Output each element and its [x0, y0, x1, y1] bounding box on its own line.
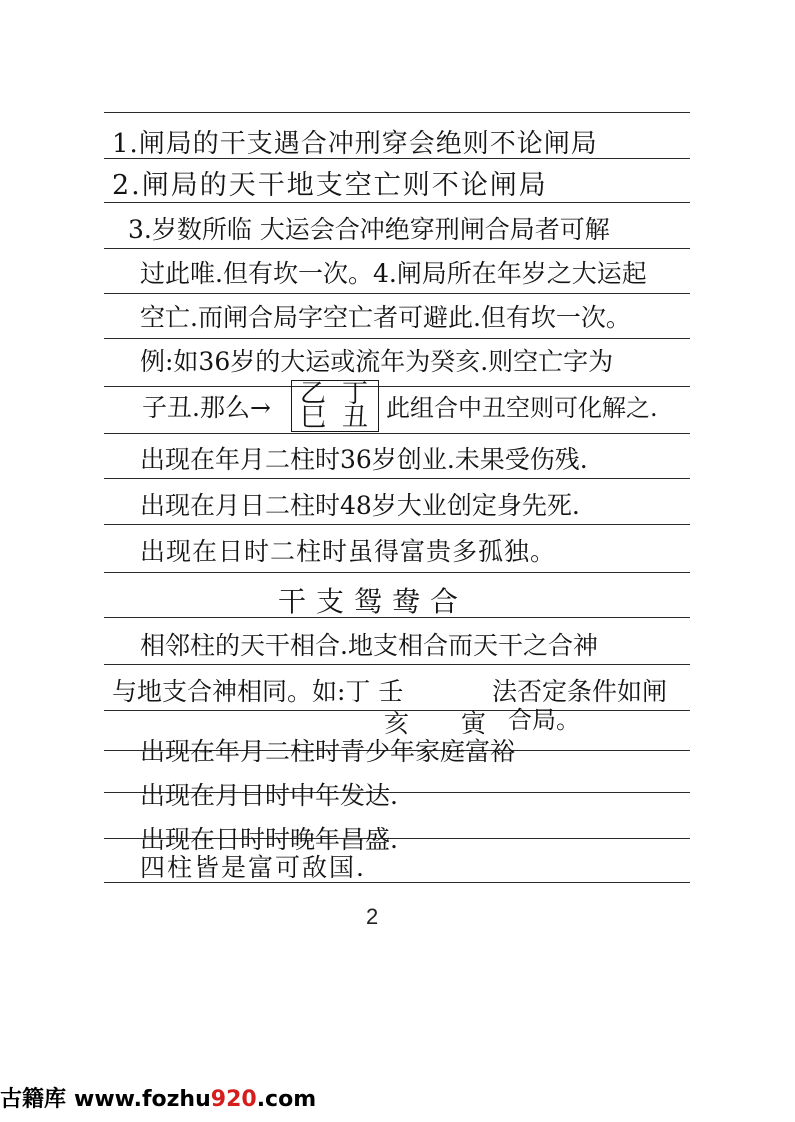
ruled-line [104, 202, 690, 203]
ruled-line [104, 386, 690, 387]
text-line-7: 子丑.那么→ [142, 393, 271, 422]
text-line-16: 亥 寅 [384, 709, 508, 738]
text-line-19: 出现在月日时中年发达. [140, 781, 398, 810]
site-url [74, 1087, 316, 1112]
text-line-8: 此组合中丑空则可化解之. [386, 394, 658, 422]
text-line-5: 空亡.而闸合局字空亡者可避此.但有坎一次。 [140, 303, 631, 332]
site-url-accent: 920 [210, 1087, 257, 1112]
section-heading: 干支鸳鸯合 [278, 585, 469, 618]
text-line-21: 四柱皆是富可敌国. [140, 853, 366, 882]
text-line-2: 2.闸局的天干地支空亡则不论闸局 [112, 170, 548, 201]
ruled-line [104, 524, 690, 525]
site-url-suffix: .com [256, 1087, 317, 1112]
page-number: 2 [366, 904, 379, 929]
text-line-14: 与地支合神相同。如:丁 壬 [112, 677, 404, 706]
ruled-line [104, 338, 690, 339]
watermark-footer [0, 1082, 316, 1113]
text-line-11: 出现在日时二柱时虽得富贵多孤独。 [140, 537, 557, 566]
ruled-line [104, 433, 690, 434]
ruled-line [104, 664, 690, 665]
ruled-line [104, 112, 690, 113]
site-name: 古籍库 [0, 1087, 67, 1112]
ruled-line [104, 293, 690, 294]
text-line-4: 过此唯.但有坎一次。4.闸局所在年岁之大运起 [140, 259, 647, 288]
ruled-line [104, 572, 690, 573]
text-line-15: 法否定条件如闸 [492, 677, 668, 706]
text-line-20: 出现在日时时晚年昌盛. [140, 825, 398, 854]
box-bottom-right: 丑 [342, 403, 369, 433]
site-url-prefix: www.fozhu [74, 1087, 211, 1112]
text-line-18: 出现在年月二柱时青少年家庭富裕 [140, 737, 516, 766]
text-line-17: 合局。 [508, 706, 580, 734]
box-top-left: 乙 [300, 379, 327, 409]
text-line-10: 出现在月日二柱时48岁大业创定身先死. [140, 491, 580, 520]
box-top-right: 丁 [342, 379, 369, 409]
text-line-6: 例:如36岁的大运或流年为癸亥.则空亡字为 [140, 347, 614, 376]
stem-branch-box [291, 380, 379, 432]
box-bottom-left: 巳 [300, 403, 327, 433]
text-line-13: 相邻柱的天干相合.地支相合而天干之合神 [140, 631, 598, 660]
text-line-9: 出现在年月二柱时36岁创业.未果受伤残. [140, 445, 588, 474]
text-line-1: 1.闸局的干支遇合冲刑穿会绝则不论闸局 [112, 129, 598, 159]
text-line-3: 3.岁数所临 大运会合冲绝穿刑闸合局者可解 [128, 215, 610, 244]
ruled-line [104, 478, 690, 479]
ruled-line [104, 248, 690, 249]
